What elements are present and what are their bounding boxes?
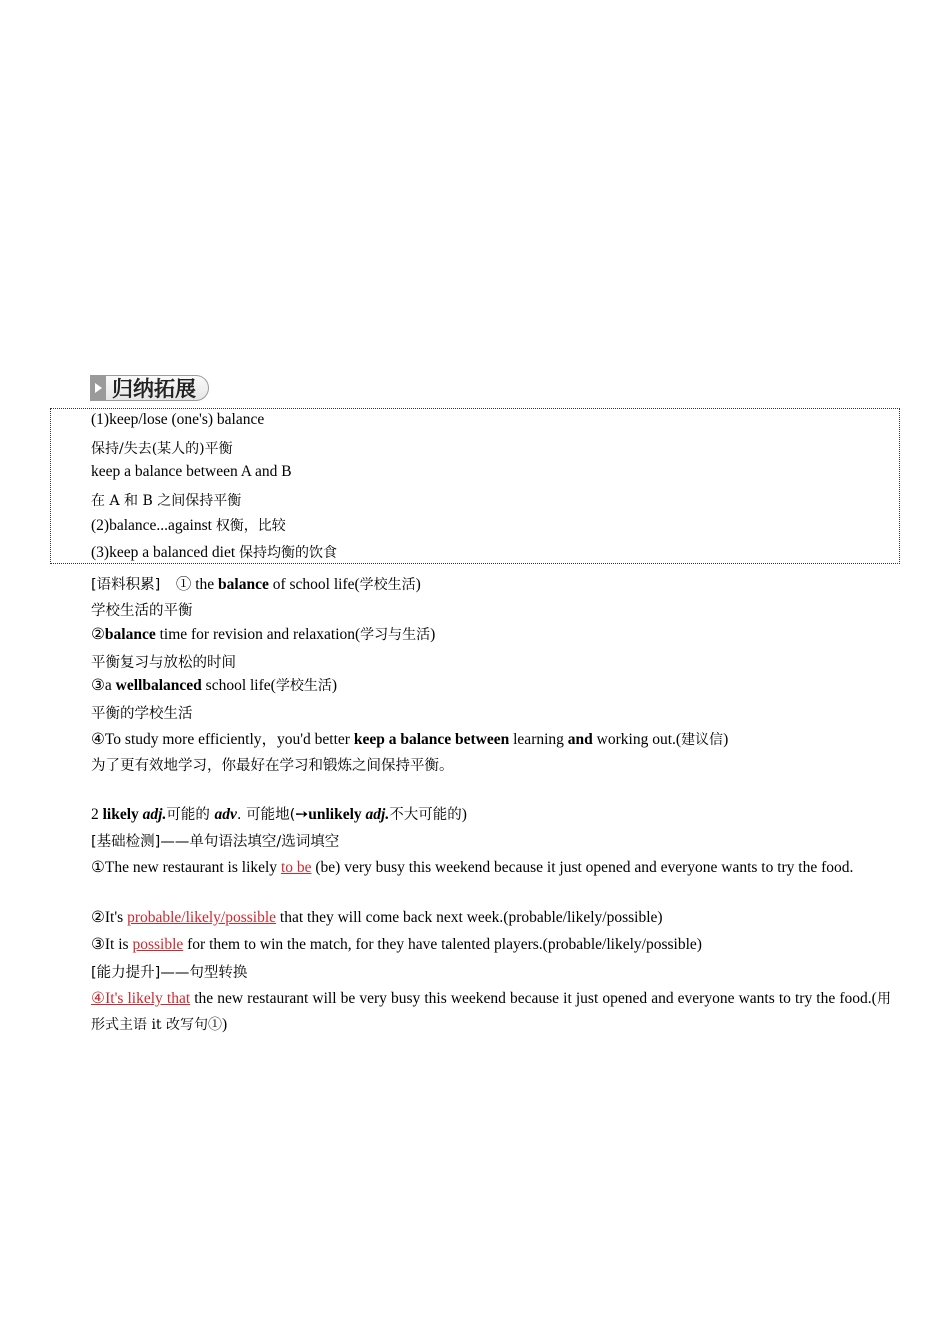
corpus-example-3: ③a wellbalanced school life(学校生活) — [91, 677, 337, 694]
expand-line-4: 在 A 和 B 之间保持平衡 — [91, 493, 242, 509]
question-2: ②It's probable/likely/possible that they will come back next week.(probable/likely/possible) — [91, 909, 663, 926]
expand-line-2: 保持/失去(某人的)平衡 — [91, 441, 233, 457]
corpus-example-1: [语料积累] ① the balance of school life(学校生活) — [91, 576, 421, 593]
corpus-example-2: ②balance time for revision and relaxation(学习与生活) — [91, 626, 436, 643]
play-triangle-icon — [90, 375, 106, 401]
answer-2: probable/likely/possible — [127, 909, 277, 926]
answer-4: ④It's likely that — [91, 990, 191, 1007]
answer-3: possible — [132, 936, 184, 953]
question-3: ③It is possible for them to win the match, for they have talented players.(probable/likely/possible) — [91, 936, 702, 953]
answer-1: to be — [280, 859, 312, 876]
expand-line-1: (1)keep/lose (one's) balance — [91, 411, 265, 428]
corpus-translation-4: 为了更有效地学习，你最好在学习和锻炼之间保持平衡。 — [91, 758, 454, 774]
section-title: 归纳拓展 — [106, 375, 209, 401]
expand-line-5: (2)balance...against 权衡，比较 — [91, 517, 286, 534]
corpus-translation-1: 学校生活的平衡 — [91, 603, 193, 619]
corpus-example-4: ④To study more efficiently，you'd better keep a balance between learning and working out.(建议信) — [91, 731, 729, 748]
advanced-label: [能力提升]——句型转换 — [91, 965, 248, 981]
expand-line-6: (3)keep a balanced diet 保持均衡的饮食 — [91, 544, 338, 561]
expansion-box — [50, 408, 900, 564]
corpus-label: [语料积累] — [91, 577, 161, 593]
section-header — [90, 374, 212, 402]
question-4: ④It's likely that the new restaurant will be very busy this weekend because it just opened and everyone wants to try the food.(用形式主语 it 改写句①) — [91, 990, 892, 1033]
basic-test-label: [基础检测]——单句语法填空/选词填空 — [91, 834, 340, 850]
expand-line-3: keep a balance between A and B — [91, 463, 292, 480]
arrow-icon: ➙ — [295, 806, 309, 823]
question-1: ①The new restaurant is likely to be (be) very busy this weekend because it just opened and everyone wants to try the food. — [91, 859, 854, 876]
corpus-translation-2: 平衡复习与放松的时间 — [91, 655, 236, 671]
corpus-translation-3: 平衡的学校生活 — [91, 706, 193, 722]
vocab-heading-likely: 2 likely adj.可能的 adv. 可能地(➙unlikely adj.不大可能的) — [91, 806, 467, 823]
